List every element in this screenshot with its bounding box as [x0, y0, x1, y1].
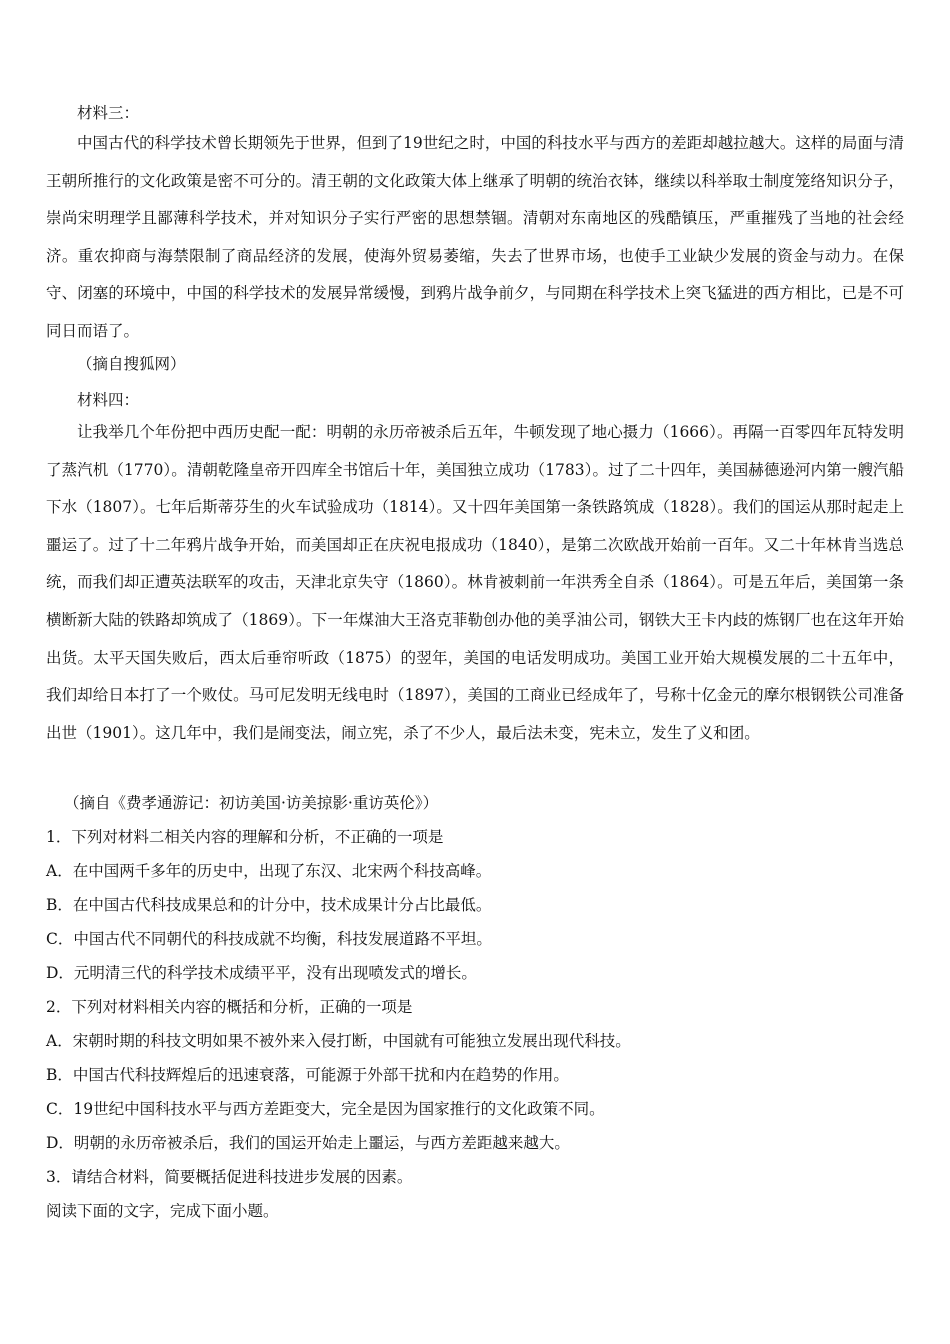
- source-citation: （摘自搜狐网）: [77, 355, 186, 373]
- material-three-source: [46, 347, 904, 381]
- question-list: [46, 820, 904, 1228]
- answer-option: D．元明清三代的科学技术成绩平平，没有出现喷发式的增长。: [46, 964, 477, 982]
- paragraph: 中国古代的科学技术曾长期领先于世界，但到了19世纪之时，中国的科技水平与西方的差距却越拉越大。这样的局面与清王朝所推行的文化政策是密不可分的。清王朝的文化政策大体上继承了明朝的统治衣钵，继续以科举取士制度笼络知识分子，崇尚宋明理学且鄙薄科学技术，并对知识分子实行严密的思想禁锢。清朝对东南地区的残酷镇压，严重摧残了当地的社会经济。重农抑商与海禁限制了商品经济的发展，使海外贸易萎缩，失去了世界市场，也使手工业缺少发展的资金与动力。在保守、闭塞的环境中，中国的科学技术的发展异常缓慢，到鸦片战争前夕，与同期在科学技术上突飞猛进的西方相比，已是不可同日而语了。: [46, 134, 904, 340]
- answer-option: B．中国古代科技辉煌后的迅速衰落，可能源于外部干扰和内在趋势的作用。: [46, 1066, 569, 1084]
- reading-instruction: 阅读下面的文字，完成下面小题。: [46, 1202, 279, 1220]
- section-label: 材料四：: [77, 391, 140, 409]
- source-citation: （摘自《费孝通游记：初访美国·访美掠影·重访英伦》）: [64, 794, 439, 812]
- answer-option: B．在中国古代科技成果总和的计分中，技术成果计分占比最低。: [46, 896, 492, 914]
- answer-option: C．19世纪中国科技水平与西方差距变大，完全是因为国家推行的文化政策不同。: [46, 1100, 605, 1118]
- answer-option: A．在中国两千多年的历史中，出现了东汉、北宋两个科技高峰。: [46, 862, 492, 880]
- answer-option: D．明朝的永历帝被杀后，我们的国运开始走上噩运，与西方差距越来越大。: [46, 1134, 570, 1152]
- paragraph: 让我举几个年份把中西历史配一配：明朝的永历帝被杀后五年，牛顿发现了地心摄力（1666）。再隔一百零四年瓦特发明了蒸汽机（1770）。清朝乾隆皇帝开四库全书馆后十年，美国独立成功（1783）。过了二十四年，美国赫德逊河内第一艘汽船下水（1807）。七年后斯蒂芬生的火车试验成功（1814）。又十四年美国第一条铁路筑成（1828）。我们的国运从那时起走上噩运了。过了十二年鸦片战争开始，而美国却正在庆祝电报成功（1840），是第二次欧战开始前一百年。又二十年林肯当选总统，而我们却正遭英法联军的攻击，天津北京失守（1860）。林肯被刺前一年洪秀全自杀（1864）。可是五年后，美国第一条横断新大陆的铁路却筑成了（1869）。下一年煤油大王洛克菲勒创办他的美孚油公司，钢铁大王卡内歧的炼钢厂也在这年开始出货。太平天国失败后，西太后垂帘听政（1875）的翌年，美国的电话发明成功。美国工业开始大规模发展的二十五年中，我们却给日本打了一个败仗。马可尼发明无线电时（1897），美国的工商业已经成年了，号称十亿金元的摩尔根钢铁公司准备出世（1901）。这几年中，我们是闹变法，闹立宪，杀了不少人，最后法未变，宪未立，发生了义和团。: [46, 423, 904, 742]
- answer-option: C．中国古代不同朝代的科技成就不均衡，科技发展道路不平坦。: [46, 930, 492, 948]
- question-stem: 3．请结合材料，简要概括促进科技进步发展的因素。: [46, 1168, 413, 1186]
- question-stem: 2．下列对材料相关内容的概括和分析，正确的一项是: [46, 998, 413, 1016]
- material-four-body: [46, 414, 904, 752]
- answer-option: A．宋朝时期的科技文明如果不被外来入侵打断，中国就有可能独立发展出现代科技。: [46, 1032, 631, 1050]
- question-stem: 1．下列对材料二相关内容的理解和分析，不正确的一项是: [46, 828, 444, 846]
- material-four-label: [46, 383, 904, 417]
- section-label: 材料三：: [77, 104, 140, 122]
- material-three-body: [46, 125, 904, 351]
- material-four-source: [46, 786, 904, 820]
